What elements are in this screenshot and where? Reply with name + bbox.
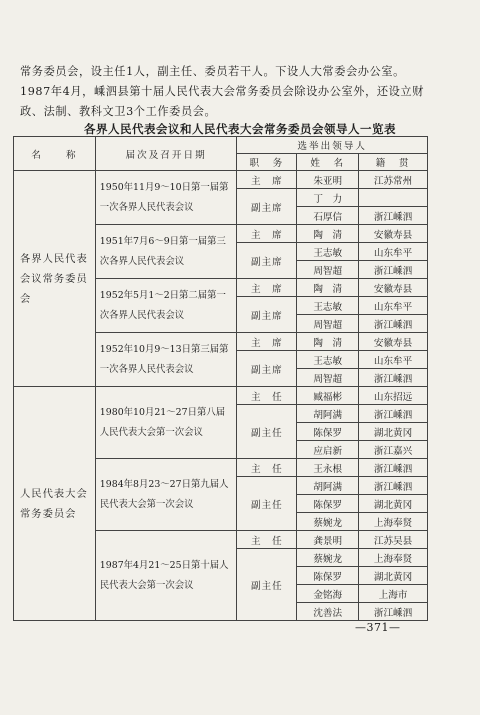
- table-row: [14, 171, 428, 189]
- leader-native-place: 安徽寿县: [359, 225, 428, 243]
- header-person: 姓 名: [297, 154, 359, 171]
- session-title: 1984年8月23～27日第九届人民代表大会第一次会议: [95, 459, 237, 531]
- table-row: [14, 387, 428, 405]
- leader-native-place: 湖北黄冈: [359, 567, 428, 585]
- leader-name: 周智超: [297, 315, 359, 333]
- leader-name: 陈保罗: [297, 495, 359, 513]
- header-position: 职 务: [237, 154, 297, 171]
- session-title: 1952年10月9～13日第三届第一次各界人民代表会议: [95, 333, 237, 387]
- chair-position: 主 席: [237, 279, 297, 297]
- leader-native-place: 安徽寿县: [359, 279, 428, 297]
- leader-native-place: 山东招远: [359, 387, 428, 405]
- leader-name: 胡阿满: [297, 405, 359, 423]
- org-name: 人民代表大会常务委员会: [14, 387, 96, 621]
- leader-name: 蔡婉龙: [297, 549, 359, 567]
- chair-position: 主 任: [237, 387, 297, 405]
- session-title: 1987年4月21～25日第十届人民代表大会第一次会议: [95, 531, 237, 621]
- leader-name: 臧福彬: [297, 387, 359, 405]
- paragraph-line: 常务委员会，设主任1人，副主任、委员若干人。下设人大常委会办公室。: [20, 65, 405, 78]
- leader-native-place: 江苏常州: [359, 171, 428, 189]
- leader-native-place: 浙江嵊泗: [359, 477, 428, 495]
- leader-native-place: 浙江嵊泗: [359, 207, 428, 225]
- leader-name: 周智超: [297, 261, 359, 279]
- leader-native-place: 上海奉贤: [359, 513, 428, 531]
- leader-name: 朱亚明: [297, 171, 359, 189]
- session-title: 1950年11月9～10日第一届第一次各界人民代表会议: [95, 171, 237, 225]
- leader-name: 王永根: [297, 459, 359, 477]
- chair-position: 主 任: [237, 531, 297, 549]
- session-title: 1951年7月6～9日第一届第三次各界人民代表会议: [95, 225, 237, 279]
- chair-position: 主 席: [237, 333, 297, 351]
- table-title: 各界人民代表会议和人民代表大会常务委员会领导人一览表: [84, 122, 396, 136]
- leader-name: 沈善法: [297, 603, 359, 621]
- leader-name: 胡阿满: [297, 477, 359, 495]
- leader-name: 陈保罗: [297, 423, 359, 441]
- leader-native-place: 山东牟平: [359, 297, 428, 315]
- leader-name: 王志敏: [297, 351, 359, 369]
- intro-paragraph: [20, 62, 460, 122]
- vice-position: 副主任: [237, 477, 297, 531]
- vice-position: 副主席: [237, 243, 297, 279]
- leader-native-place: 安徽寿县: [359, 333, 428, 351]
- leader-name: 陶 清: [297, 333, 359, 351]
- leader-native-place: 湖北黄冈: [359, 495, 428, 513]
- leader-name: 陈保罗: [297, 567, 359, 585]
- leader-native-place: 湖北黄冈: [359, 423, 428, 441]
- paragraph-line: 1987年4月，嵊泗县第十届人民代表大会常务委员会除设办公室外，还设立财: [20, 85, 425, 98]
- leader-name: 陶 清: [297, 225, 359, 243]
- leader-name: 蔡婉龙: [297, 513, 359, 531]
- leader-name: 陶 清: [297, 279, 359, 297]
- vice-position: 副主任: [237, 549, 297, 621]
- leader-native-place: 江苏吴县: [359, 531, 428, 549]
- leader-native-place: 山东牟平: [359, 351, 428, 369]
- leader-native-place: [359, 189, 428, 207]
- leader-name: 王志敏: [297, 297, 359, 315]
- leader-name: 龚景明: [297, 531, 359, 549]
- vice-position: 副主席: [237, 351, 297, 387]
- leader-name: 金铭海: [297, 585, 359, 603]
- leader-native-place: 浙江嵊泗: [359, 459, 428, 477]
- vice-position: 副主席: [237, 189, 297, 225]
- leader-native-place: 上海奉贤: [359, 549, 428, 567]
- vice-position: 副主任: [237, 405, 297, 459]
- leader-native-place: 浙江嵊泗: [359, 315, 428, 333]
- leader-native-place: 浙江嘉兴: [359, 441, 428, 459]
- vice-position: 副主席: [237, 297, 297, 333]
- leader-native-place: 山东牟平: [359, 243, 428, 261]
- leader-name: 应启新: [297, 441, 359, 459]
- leader-native-place: 上海市: [359, 585, 428, 603]
- leader-name: 周智超: [297, 369, 359, 387]
- session-title: 1952年5月1～2日第二届第一次各界人民代表会议: [95, 279, 237, 333]
- page-number: —371—: [355, 621, 401, 634]
- paragraph-line: 政、法制、教科文卫3个工作委员会。: [20, 105, 217, 118]
- header-name: 名 称: [14, 137, 96, 171]
- chair-position: 主 席: [237, 171, 297, 189]
- session-title: 1980年10月21～27日第八届人民代表大会第一次会议: [95, 387, 237, 459]
- org-name: 各界人民代表会议常务委员会: [14, 171, 96, 387]
- leader-native-place: 浙江嵊泗: [359, 261, 428, 279]
- leader-native-place: 浙江嵊泗: [359, 369, 428, 387]
- leader-native-place: 浙江嵊泗: [359, 603, 428, 621]
- leader-name: 石厚信: [297, 207, 359, 225]
- header-native: 籍 贯: [359, 154, 428, 171]
- leaders-table: [13, 136, 428, 621]
- header-leaders: 选举出领导人: [237, 137, 428, 154]
- chair-position: 主 任: [237, 459, 297, 477]
- leader-name: 丁 力: [297, 189, 359, 207]
- leader-native-place: 浙江嵊泗: [359, 405, 428, 423]
- chair-position: 主 席: [237, 225, 297, 243]
- header-session: 届次及召开日期: [95, 137, 237, 171]
- leader-name: 王志敏: [297, 243, 359, 261]
